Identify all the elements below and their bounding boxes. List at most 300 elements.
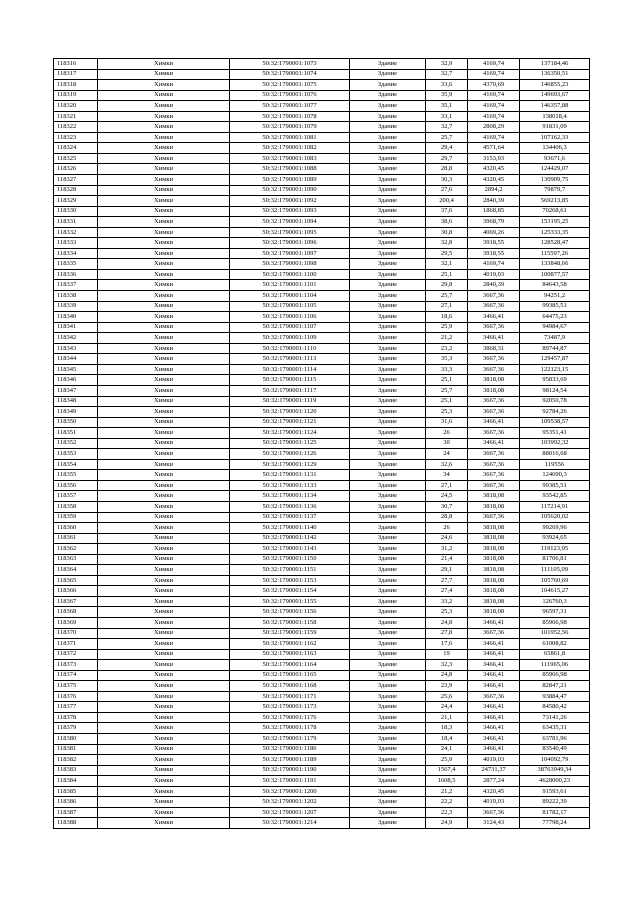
- unit-value-cell: 3667,36: [468, 691, 520, 702]
- object-type-cell: Здание: [350, 175, 426, 186]
- cadastral-value-cell: 569213,85: [520, 196, 590, 207]
- table-row: [54, 227, 590, 238]
- unit-value-cell: 3667,36: [468, 459, 520, 470]
- object-type-cell: Здание: [350, 343, 426, 354]
- area-cell: 26: [426, 428, 468, 439]
- cadastral-value-cell: 61008,82: [520, 639, 590, 650]
- object-type-cell: Здание: [350, 575, 426, 586]
- cadastral-number-cell: 50:32:1790001:1104: [230, 291, 350, 302]
- cadastral-value-cell: 100877,57: [520, 269, 590, 280]
- table-row: [54, 639, 590, 650]
- city-cell: Химки: [98, 196, 230, 207]
- area-cell: 25,9: [426, 755, 468, 766]
- cadastral-value-cell: 64475,23: [520, 312, 590, 323]
- cadastral-value-cell: 38763949,34: [520, 765, 590, 776]
- city-cell: Химки: [98, 702, 230, 713]
- cadastral-number-cell: 50:32:1790001:1155: [230, 596, 350, 607]
- cadastral-number-cell: 50:32:1790001:1119: [230, 396, 350, 407]
- object-type-cell: Здание: [350, 786, 426, 797]
- city-cell: Химки: [98, 607, 230, 618]
- table-row: [54, 702, 590, 713]
- cadastral-number-cell: 50:32:1790001:1159: [230, 628, 350, 639]
- record-number-cell: 118354: [54, 459, 98, 470]
- unit-value-cell: 3667,36: [468, 291, 520, 302]
- record-number-cell: 118384: [54, 776, 98, 787]
- object-type-cell: Здание: [350, 649, 426, 660]
- record-number-cell: 118363: [54, 554, 98, 565]
- city-cell: Химки: [98, 375, 230, 386]
- record-number-cell: 118370: [54, 628, 98, 639]
- area-cell: 25,1: [426, 396, 468, 407]
- table-row: [54, 59, 590, 70]
- table-row: [54, 523, 590, 534]
- register-table: [53, 58, 590, 829]
- object-type-cell: Здание: [350, 449, 426, 460]
- city-cell: Химки: [98, 575, 230, 586]
- table-row: [54, 670, 590, 681]
- area-cell: 21,2: [426, 333, 468, 344]
- area-cell: 26: [426, 523, 468, 534]
- table-row: [54, 628, 590, 639]
- unit-value-cell: 3818,08: [468, 385, 520, 396]
- table-row: [54, 417, 590, 428]
- area-cell: 18,6: [426, 312, 468, 323]
- unit-value-cell: 2808,29: [468, 122, 520, 133]
- record-number-cell: 118365: [54, 575, 98, 586]
- table-row: [54, 734, 590, 745]
- area-cell: 30: [426, 438, 468, 449]
- object-type-cell: Здание: [350, 660, 426, 671]
- cadastral-number-cell: 50:32:1790001:1073: [230, 59, 350, 70]
- area-cell: 32,7: [426, 122, 468, 133]
- record-number-cell: 118377: [54, 702, 98, 713]
- cadastral-value-cell: 93671,6: [520, 153, 590, 164]
- cadastral-value-cell: 82847,21: [520, 681, 590, 692]
- cadastral-value-cell: 111105,09: [520, 565, 590, 576]
- city-cell: Химки: [98, 512, 230, 523]
- table-row: [54, 533, 590, 544]
- object-type-cell: Здание: [350, 333, 426, 344]
- cadastral-value-cell: 133848,66: [520, 259, 590, 270]
- cadastral-value-cell: 99385,51: [520, 480, 590, 491]
- unit-value-cell: 3818,08: [468, 375, 520, 386]
- cadastral-value-cell: 89222,39: [520, 797, 590, 808]
- object-type-cell: Здание: [350, 691, 426, 702]
- cadastral-value-cell: 105620,02: [520, 512, 590, 523]
- cadastral-value-cell: 81782,17: [520, 807, 590, 818]
- cadastral-number-cell: 50:32:1790001:1097: [230, 248, 350, 259]
- area-cell: 24,4: [426, 702, 468, 713]
- cadastral-number-cell: 50:32:1790001:1131: [230, 470, 350, 481]
- cadastral-value-cell: 119556: [520, 459, 590, 470]
- cadastral-number-cell: 50:32:1790001:1202: [230, 797, 350, 808]
- record-number-cell: 118326: [54, 164, 98, 175]
- city-cell: Химки: [98, 259, 230, 270]
- cadastral-value-cell: 105760,69: [520, 575, 590, 586]
- record-number-cell: 118345: [54, 364, 98, 375]
- unit-value-cell: 3818,08: [468, 607, 520, 618]
- cadastral-value-cell: 70268,61: [520, 206, 590, 217]
- unit-value-cell: 3667,36: [468, 301, 520, 312]
- table-row: [54, 617, 590, 628]
- table-row: [54, 132, 590, 143]
- cadastral-number-cell: 50:32:1790001:1173: [230, 702, 350, 713]
- unit-value-cell: 4169,74: [468, 69, 520, 80]
- area-cell: 23,9: [426, 681, 468, 692]
- cadastral-number-cell: 50:32:1790001:1158: [230, 617, 350, 628]
- unit-value-cell: 3818,08: [468, 523, 520, 534]
- unit-value-cell: 3667,36: [468, 512, 520, 523]
- cadastral-number-cell: 50:32:1790001:1078: [230, 111, 350, 122]
- city-cell: Химки: [98, 59, 230, 70]
- city-cell: Химки: [98, 744, 230, 755]
- cadastral-number-cell: 50:32:1790001:1082: [230, 143, 350, 154]
- record-number-cell: 118378: [54, 712, 98, 723]
- table-row: [54, 765, 590, 776]
- city-cell: Химки: [98, 301, 230, 312]
- cadastral-value-cell: 104615,27: [520, 586, 590, 597]
- city-cell: Химки: [98, 80, 230, 91]
- cadastral-value-cell: 134406,3: [520, 143, 590, 154]
- table-row: [54, 512, 590, 523]
- area-cell: 32,1: [426, 259, 468, 270]
- unit-value-cell: 2894,2: [468, 185, 520, 196]
- cadastral-value-cell: 119123,95: [520, 544, 590, 555]
- cadastral-number-cell: 50:32:1790001:1134: [230, 491, 350, 502]
- object-type-cell: Здание: [350, 681, 426, 692]
- city-cell: Химки: [98, 818, 230, 829]
- object-type-cell: Здание: [350, 312, 426, 323]
- cadastral-number-cell: 50:32:1790001:1093: [230, 206, 350, 217]
- record-number-cell: 118382: [54, 755, 98, 766]
- table-row: [54, 375, 590, 386]
- record-number-cell: 118321: [54, 111, 98, 122]
- cadastral-number-cell: 50:32:1790001:1125: [230, 438, 350, 449]
- table-row: [54, 259, 590, 270]
- area-cell: 27,4: [426, 586, 468, 597]
- city-cell: Химки: [98, 565, 230, 576]
- object-type-cell: Здание: [350, 639, 426, 650]
- city-cell: Химки: [98, 786, 230, 797]
- cadastral-number-cell: 50:32:1790001:1106: [230, 312, 350, 323]
- cadastral-value-cell: 138018,4: [520, 111, 590, 122]
- cadastral-number-cell: 50:32:1790001:1154: [230, 586, 350, 597]
- record-number-cell: 118332: [54, 227, 98, 238]
- cadastral-number-cell: 50:32:1790001:1077: [230, 101, 350, 112]
- record-number-cell: 118364: [54, 565, 98, 576]
- unit-value-cell: 3918,55: [468, 248, 520, 259]
- city-cell: Химки: [98, 407, 230, 418]
- unit-value-cell: 3466,41: [468, 333, 520, 344]
- unit-value-cell: 3667,36: [468, 322, 520, 333]
- area-cell: 32,8: [426, 238, 468, 249]
- cadastral-value-cell: 98124,54: [520, 385, 590, 396]
- area-cell: 25,1: [426, 269, 468, 280]
- record-number-cell: 118329: [54, 196, 98, 207]
- object-type-cell: Здание: [350, 596, 426, 607]
- table-row: [54, 248, 590, 259]
- object-type-cell: Здание: [350, 755, 426, 766]
- object-type-cell: Здание: [350, 164, 426, 175]
- unit-value-cell: 3667,36: [468, 407, 520, 418]
- table-row: [54, 396, 590, 407]
- unit-value-cell: 3466,41: [468, 681, 520, 692]
- table-row: [54, 565, 590, 576]
- unit-value-cell: 2840,39: [468, 280, 520, 291]
- unit-value-cell: 3868,31: [468, 343, 520, 354]
- unit-value-cell: 3818,08: [468, 596, 520, 607]
- table-row: [54, 206, 590, 217]
- unit-value-cell: 4169,74: [468, 90, 520, 101]
- cadastral-value-cell: 91831,09: [520, 122, 590, 133]
- city-cell: Химки: [98, 354, 230, 365]
- record-number-cell: 118322: [54, 122, 98, 133]
- city-cell: Химки: [98, 533, 230, 544]
- cadastral-number-cell: 50:32:1790001:1075: [230, 80, 350, 91]
- city-cell: Химки: [98, 69, 230, 80]
- city-cell: Химки: [98, 428, 230, 439]
- unit-value-cell: 3818,08: [468, 544, 520, 555]
- area-cell: 29,7: [426, 153, 468, 164]
- cadastral-value-cell: 146855,23: [520, 80, 590, 91]
- unit-value-cell: 4019,03: [468, 269, 520, 280]
- record-number-cell: 118316: [54, 59, 98, 70]
- area-cell: 29,1: [426, 565, 468, 576]
- record-number-cell: 118359: [54, 512, 98, 523]
- object-type-cell: Здание: [350, 101, 426, 112]
- record-number-cell: 118381: [54, 744, 98, 755]
- cadastral-number-cell: 50:32:1790001:1114: [230, 364, 350, 375]
- object-type-cell: Здание: [350, 459, 426, 470]
- record-number-cell: 118350: [54, 417, 98, 428]
- object-type-cell: Здание: [350, 807, 426, 818]
- unit-value-cell: 2840,39: [468, 196, 520, 207]
- cadastral-value-cell: 79879,7: [520, 185, 590, 196]
- record-number-cell: 118386: [54, 797, 98, 808]
- area-cell: 28,8: [426, 164, 468, 175]
- cadastral-number-cell: 50:32:1790001:1089: [230, 175, 350, 186]
- city-cell: Химки: [98, 596, 230, 607]
- table-row: [54, 80, 590, 91]
- object-type-cell: Здание: [350, 523, 426, 534]
- area-cell: 38,6: [426, 217, 468, 228]
- cadastral-number-cell: 50:32:1790001:1092: [230, 196, 350, 207]
- record-number-cell: 118368: [54, 607, 98, 618]
- cadastral-number-cell: 50:32:1790001:1115: [230, 375, 350, 386]
- object-type-cell: Здание: [350, 776, 426, 787]
- cadastral-value-cell: 104092,79: [520, 755, 590, 766]
- cadastral-number-cell: 50:32:1790001:1124: [230, 428, 350, 439]
- table-row: [54, 312, 590, 323]
- object-type-cell: Здание: [350, 765, 426, 776]
- city-cell: Химки: [98, 755, 230, 766]
- object-type-cell: Здание: [350, 143, 426, 154]
- unit-value-cell: 4320,45: [468, 175, 520, 186]
- record-number-cell: 118383: [54, 765, 98, 776]
- object-type-cell: Здание: [350, 375, 426, 386]
- object-type-cell: Здание: [350, 607, 426, 618]
- table-row: [54, 755, 590, 766]
- area-cell: 18,4: [426, 734, 468, 745]
- object-type-cell: Здание: [350, 206, 426, 217]
- table-row: [54, 691, 590, 702]
- table-row: [54, 101, 590, 112]
- city-cell: Химки: [98, 691, 230, 702]
- record-number-cell: 118388: [54, 818, 98, 829]
- object-type-cell: Здание: [350, 90, 426, 101]
- unit-value-cell: 3818,08: [468, 575, 520, 586]
- record-number-cell: 118372: [54, 649, 98, 660]
- record-number-cell: 118335: [54, 259, 98, 270]
- area-cell: 24,8: [426, 670, 468, 681]
- cadastral-number-cell: 50:32:1790001:1153: [230, 575, 350, 586]
- unit-value-cell: 4320,45: [468, 164, 520, 175]
- city-cell: Химки: [98, 396, 230, 407]
- city-cell: Химки: [98, 734, 230, 745]
- unit-value-cell: 3818,08: [468, 554, 520, 565]
- unit-value-cell: 2877,24: [468, 776, 520, 787]
- city-cell: Химки: [98, 670, 230, 681]
- cadastral-value-cell: 94984,67: [520, 322, 590, 333]
- unit-value-cell: 3667,36: [468, 364, 520, 375]
- cadastral-number-cell: 50:32:1790001:1189: [230, 755, 350, 766]
- cadastral-value-cell: 99269,96: [520, 523, 590, 534]
- cadastral-value-cell: 63781,96: [520, 734, 590, 745]
- cadastral-number-cell: 50:32:1790001:1074: [230, 69, 350, 80]
- cadastral-number-cell: 50:32:1790001:1137: [230, 512, 350, 523]
- record-number-cell: 118337: [54, 280, 98, 291]
- area-cell: 29,5: [426, 248, 468, 259]
- city-cell: Химки: [98, 280, 230, 291]
- record-number-cell: 118340: [54, 312, 98, 323]
- table-row: [54, 607, 590, 618]
- area-cell: 33,2: [426, 596, 468, 607]
- object-type-cell: Здание: [350, 322, 426, 333]
- cadastral-value-cell: 99385,51: [520, 301, 590, 312]
- cadastral-value-cell: 85966,98: [520, 670, 590, 681]
- table-row: [54, 122, 590, 133]
- object-type-cell: Здание: [350, 491, 426, 502]
- area-cell: 27,1: [426, 301, 468, 312]
- table-row: [54, 385, 590, 396]
- table-row: [54, 786, 590, 797]
- object-type-cell: Здание: [350, 470, 426, 481]
- area-cell: 24,1: [426, 744, 468, 755]
- table-row: [54, 111, 590, 122]
- cadastral-number-cell: 50:32:1790001:1109: [230, 333, 350, 344]
- table-row: [54, 712, 590, 723]
- area-cell: 25,7: [426, 132, 468, 143]
- record-number-cell: 118318: [54, 80, 98, 91]
- area-cell: 23,2: [426, 343, 468, 354]
- object-type-cell: Здание: [350, 269, 426, 280]
- record-number-cell: 118317: [54, 69, 98, 80]
- table-row: [54, 818, 590, 829]
- city-cell: Химки: [98, 554, 230, 565]
- city-cell: Химки: [98, 217, 230, 228]
- area-cell: 24,8: [426, 617, 468, 628]
- city-cell: Химки: [98, 122, 230, 133]
- area-cell: 27,8: [426, 628, 468, 639]
- cadastral-number-cell: 50:32:1790001:1136: [230, 501, 350, 512]
- cadastral-number-cell: 50:32:1790001:1168: [230, 681, 350, 692]
- unit-value-cell: 4169,74: [468, 132, 520, 143]
- table-row: [54, 459, 590, 470]
- unit-value-cell: 3667,36: [468, 396, 520, 407]
- object-type-cell: Здание: [350, 280, 426, 291]
- unit-value-cell: 3466,41: [468, 438, 520, 449]
- unit-value-cell: 4169,74: [468, 101, 520, 112]
- object-type-cell: Здание: [350, 417, 426, 428]
- cadastral-value-cell: 89744,87: [520, 343, 590, 354]
- cadastral-number-cell: 50:32:1790001:1163: [230, 649, 350, 660]
- city-cell: Химки: [98, 776, 230, 787]
- area-cell: 24: [426, 449, 468, 460]
- cadastral-value-cell: 136350,51: [520, 69, 590, 80]
- city-cell: Химки: [98, 459, 230, 470]
- object-type-cell: Здание: [350, 259, 426, 270]
- area-cell: 33,3: [426, 364, 468, 375]
- unit-value-cell: 3466,41: [468, 670, 520, 681]
- area-cell: 25,3: [426, 407, 468, 418]
- area-cell: 17,6: [426, 639, 468, 650]
- table-row: [54, 660, 590, 671]
- area-cell: 25,9: [426, 322, 468, 333]
- unit-value-cell: 3466,41: [468, 702, 520, 713]
- area-cell: 18,3: [426, 723, 468, 734]
- city-cell: Химки: [98, 807, 230, 818]
- city-cell: Химки: [98, 480, 230, 491]
- unit-value-cell: 3667,36: [468, 480, 520, 491]
- area-cell: 22,3: [426, 807, 468, 818]
- record-number-cell: 118380: [54, 734, 98, 745]
- table-row: [54, 723, 590, 734]
- cadastral-number-cell: 50:32:1790001:1096: [230, 238, 350, 249]
- record-number-cell: 118360: [54, 523, 98, 534]
- record-number-cell: 118328: [54, 185, 98, 196]
- object-type-cell: Здание: [350, 69, 426, 80]
- table-row: [54, 343, 590, 354]
- cadastral-value-cell: 95833,69: [520, 375, 590, 386]
- city-cell: Химки: [98, 660, 230, 671]
- cadastral-value-cell: 96597,31: [520, 607, 590, 618]
- cadastral-value-cell: 124690,3: [520, 470, 590, 481]
- cadastral-value-cell: 95351,41: [520, 428, 590, 439]
- unit-value-cell: 4169,74: [468, 111, 520, 122]
- area-cell: 32,6: [426, 459, 468, 470]
- unit-value-cell: 24731,37: [468, 765, 520, 776]
- cadastral-number-cell: 50:32:1790001:1178: [230, 723, 350, 734]
- record-number-cell: 118336: [54, 269, 98, 280]
- cadastral-number-cell: 50:32:1790001:1171: [230, 691, 350, 702]
- table-row: [54, 480, 590, 491]
- unit-value-cell: 3466,41: [468, 617, 520, 628]
- table-row: [54, 744, 590, 755]
- record-number-cell: 118375: [54, 681, 98, 692]
- object-type-cell: Здание: [350, 670, 426, 681]
- city-cell: Химки: [98, 238, 230, 249]
- object-type-cell: Здание: [350, 512, 426, 523]
- cadastral-number-cell: 50:32:1790001:1150: [230, 554, 350, 565]
- city-cell: Химки: [98, 111, 230, 122]
- area-cell: 25,3: [426, 607, 468, 618]
- area-cell: 35,3: [426, 354, 468, 365]
- unit-value-cell: 3667,36: [468, 428, 520, 439]
- record-number-cell: 118371: [54, 639, 98, 650]
- object-type-cell: Здание: [350, 301, 426, 312]
- unit-value-cell: 3667,36: [468, 449, 520, 460]
- unit-value-cell: 3124,43: [468, 818, 520, 829]
